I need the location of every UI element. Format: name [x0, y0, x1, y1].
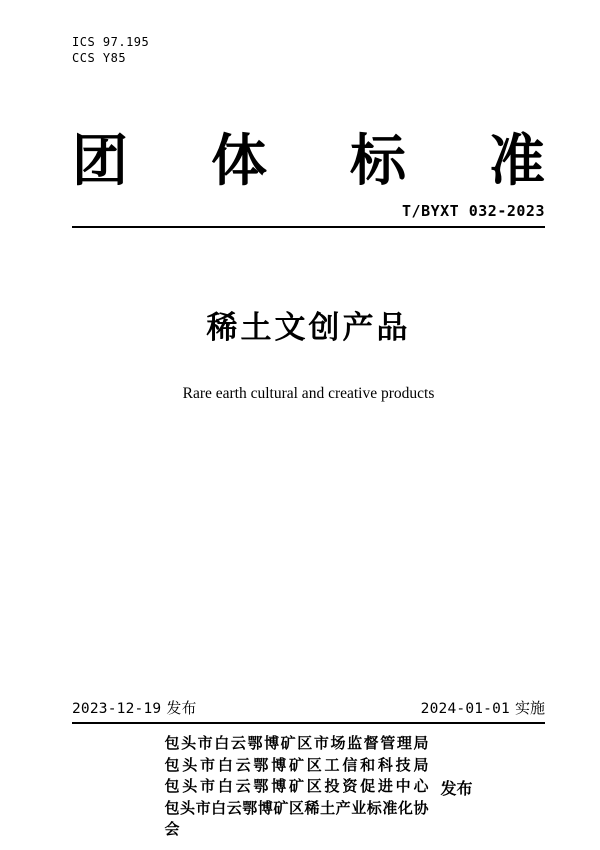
implementation-date-group: [421, 699, 545, 719]
doc-type-char: 团: [72, 129, 128, 192]
publisher-name: 包头市白云鄂博矿区市场监督管理局: [164, 736, 429, 752]
page-title: 稀土文创产品: [206, 310, 411, 345]
document-type-heading: [72, 129, 545, 192]
issue-date: 2023-12-19: [72, 701, 162, 717]
publishers-block: [92, 734, 545, 842]
publish-label: 发布: [440, 781, 473, 799]
ics-code: ICS 97.195: [72, 35, 150, 49]
publisher-name: 包头市白云鄂博矿区投资促进中心: [164, 779, 429, 795]
publisher-list: [164, 734, 428, 842]
implementation-date: 2024-01-01: [420, 701, 510, 717]
header-rule: [72, 226, 545, 228]
standard-number: T/BYXT 032-2023: [402, 202, 545, 220]
issue-date-group: [72, 699, 196, 719]
ccs-code: CCS Y85: [72, 51, 127, 65]
doc-type-char: 准: [489, 129, 545, 192]
issue-date-label: 发布: [166, 701, 197, 717]
doc-type-char: 标: [350, 129, 406, 192]
publisher-name: 包头市白云鄂博矿区稀土产业标准化协会: [164, 800, 429, 838]
classification-codes: [72, 34, 545, 66]
page-title-english: Rare earth cultural and creative products: [182, 385, 435, 402]
publisher-name: 包头市白云鄂博矿区工信和科技局: [164, 757, 429, 774]
dates-row: [72, 699, 545, 719]
footer-rule: [72, 722, 545, 724]
implementation-date-label: 实施: [514, 701, 545, 717]
doc-type-char: 体: [211, 129, 267, 192]
